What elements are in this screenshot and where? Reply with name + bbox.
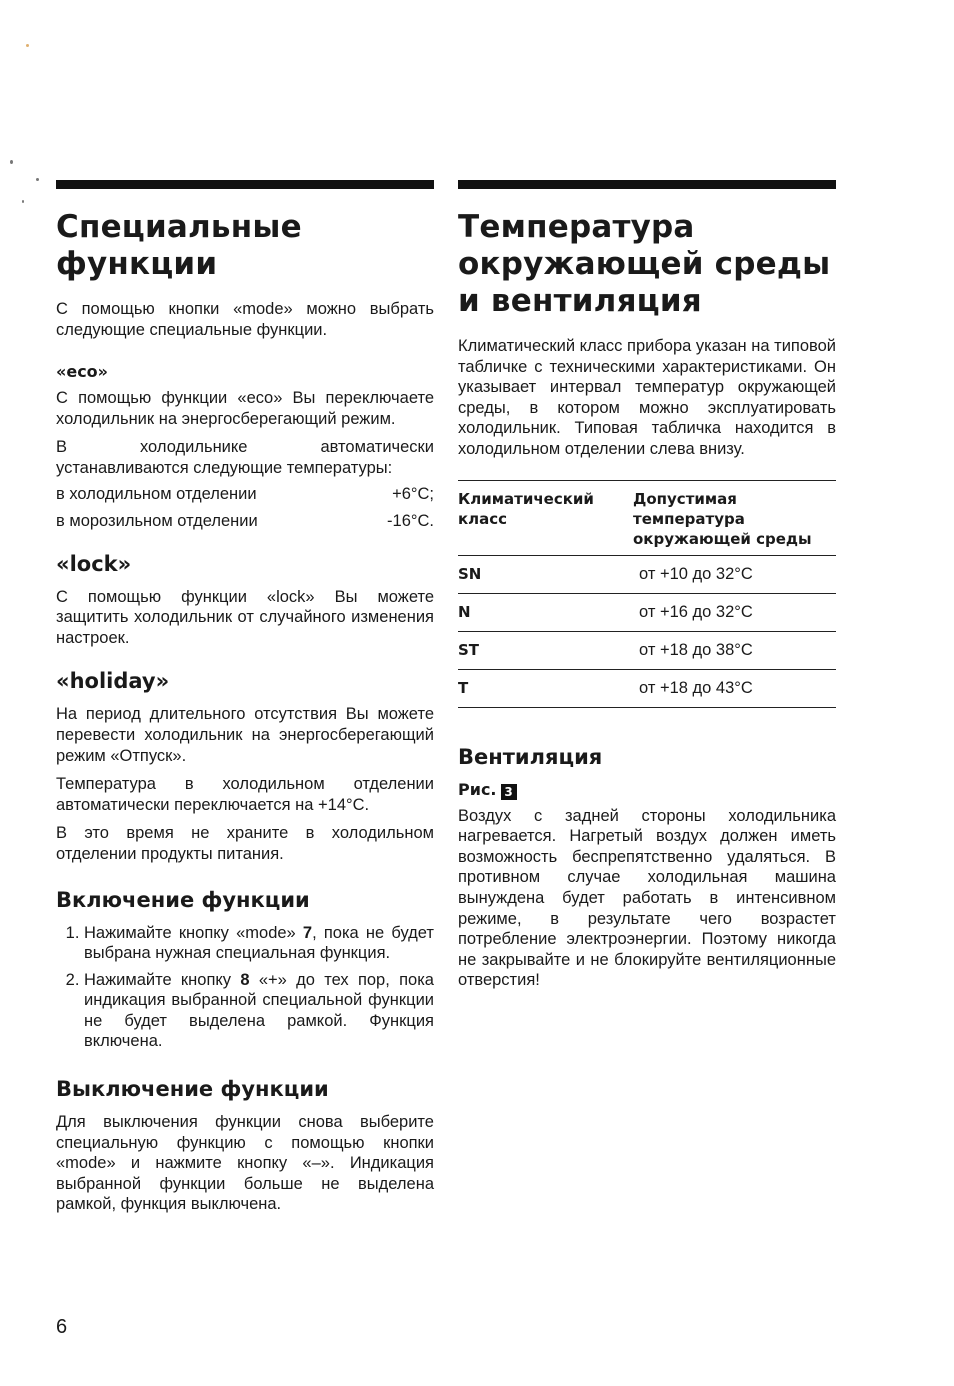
temp-label: в холодильном отделении [56, 484, 257, 503]
function-off-heading: Выключение функции [56, 1077, 329, 1102]
ventilation-heading: Вентиляция [458, 744, 603, 769]
scan-speck [22, 200, 24, 203]
temp-value: -16°C. [387, 511, 434, 530]
step-text: Нажимайте кнопку «mode» [84, 923, 303, 942]
figure-reference [458, 780, 836, 800]
eco-text-1: С помощью функции «eco» Вы переключаете холодильник на энергосберегающий режим. [56, 389, 434, 428]
special-functions-intro: С помощью кнопки «mode» можно выбрать следующие специальные функции. [56, 300, 434, 339]
function-off-text: Для выключения функции снова выберите специальную функцию с помощью кнопки «mode» и нажмите кнопку «–». Индикация выбранной функции больше не выделена рамкой, функция выключена. [56, 1113, 434, 1214]
temperature-range-cell: от +18 до 38°C [633, 631, 836, 669]
scan-speck [26, 44, 29, 47]
column-header-class: Климатический класс [458, 480, 633, 555]
figure-label: Рис. [458, 779, 497, 799]
climate-class-intro: Климатический класс прибора указан на типовой табличке с техническими характеристиками. Он указывает интервал температур окружающей среды, в котором можно эксплуатировать холодильник. Типовая табличка находится в холодильном отделении слева внизу. [458, 337, 836, 458]
temperature-range-cell: от +18 до 43°C [633, 669, 836, 707]
eco-text-2: В холодильнике автоматически устанавливаются следующие температуры: [56, 438, 434, 477]
figure-number-badge: 3 [501, 784, 517, 800]
table-header-row [458, 480, 836, 555]
eco-temp-row-freezer [56, 508, 434, 535]
function-on-heading: Включение функции [56, 887, 310, 912]
holiday-text-2: Температура в холодильном отделении автоматически переключается на +14°C. [56, 775, 434, 814]
table-row [458, 593, 836, 631]
table-row [458, 631, 836, 669]
climate-class-cell: ST [458, 631, 633, 669]
left-column [56, 180, 434, 1223]
list-item [84, 970, 434, 1052]
temperature-range-cell: от +16 до 32°C [633, 593, 836, 631]
lock-text: С помощью функции «lock» Вы можете защитить холодильник от случайного изменения настроек. [56, 587, 434, 647]
list-item [84, 923, 434, 964]
column-header-temperature: Допустимая температура окружающей среды [633, 480, 836, 555]
eco-temp-row-fridge [56, 481, 434, 508]
climate-class-cell: SN [458, 555, 633, 593]
section-rule [458, 180, 836, 189]
climate-class-cell: N [458, 593, 633, 631]
scan-speck [36, 178, 39, 181]
section-rule [56, 180, 434, 189]
temperature-range-cell: от +10 до 32°C [633, 555, 836, 593]
lock-heading: «lock» [56, 551, 132, 576]
page-number: 6 [56, 1316, 68, 1338]
control-ref: 8 [240, 970, 250, 989]
holiday-text-1: На период длительного отсутствия Вы можете перевести холодильник на энергосберегающий режим «Отпуск». [56, 705, 434, 765]
holiday-text-3: В это время не храните в холодильном отделении продукты питания. [56, 824, 434, 863]
climate-class-cell: T [458, 669, 633, 707]
step-text: «+» до тех пор, пока индикация выбранной специальной функции не будет выделена рамкой. Функция включена. [84, 970, 434, 1051]
ventilation-text: Воздух с задней стороны холодильника нагревается. Нагретый воздух должен иметь возможность беспрепятственно удаляться. В противном случае холодильная машина вынуждена будет работать в интенсивном режиме, в результате чего возрастет потребление электроэнергии. Поэтому никогда не закрывайте и не блокируйте вентиляционные отверстия! [458, 806, 836, 990]
holiday-heading: «holiday» [56, 669, 170, 694]
ambient-temperature-title: Температура окружающей среды и вентиляция [458, 209, 831, 319]
climate-class-table [458, 480, 836, 708]
table-row [458, 669, 836, 707]
function-on-steps [56, 923, 434, 1053]
step-text: Нажимайте кнопку [84, 970, 241, 989]
special-functions-title: Специальные функции [56, 209, 302, 282]
table-row [458, 555, 836, 593]
control-ref: 7 [302, 923, 313, 942]
temp-value: +6°C; [392, 484, 434, 503]
right-column [458, 180, 836, 999]
eco-heading: «eco» [56, 362, 108, 382]
scan-speck [10, 160, 13, 164]
temp-label: в морозильном отделении [56, 511, 258, 530]
step-text: , пока не будет выбрана нужная специальная функция. [84, 923, 434, 963]
